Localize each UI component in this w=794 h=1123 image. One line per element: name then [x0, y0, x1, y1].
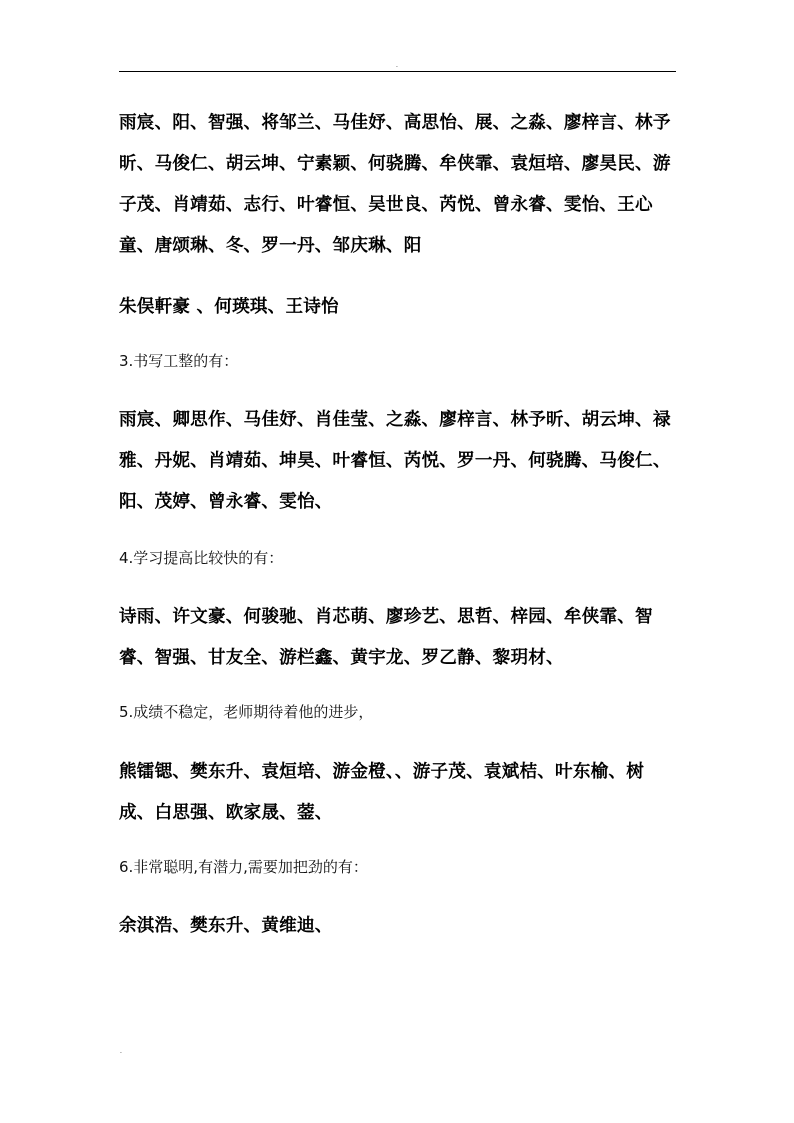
header-rule — [119, 71, 676, 72]
section-6-names: 余淇浩、樊东升、黄维迪、 — [119, 915, 333, 936]
footer-mark: . — [120, 1048, 122, 1055]
section-6-heading: 6.非常聪明,有潜力,需要加把劲的有： — [119, 858, 368, 876]
section-3-heading: 3.书写工整的有： — [119, 352, 239, 370]
section-5-names: 熊镭锶、樊东升、袁烜培、游金橙、、游子茂、袁斌桔、叶东榆、树成、白思强、欧家晟、蓥、 — [119, 761, 645, 823]
header-mark: . — [396, 62, 398, 69]
section-4-heading: 4.学习提高比较快的有： — [119, 549, 284, 567]
section-5-heading: 5.成绩不稳定，老师期待着他的进步， — [119, 703, 374, 721]
section-4-names: 诗雨、许文豪、何骏驰、肖芯萌、廖珍艺、思哲、梓园、牟侠霏、智睿、智强、甘友全、游栏鑫、黄宇龙、罗乙静、黎玥材、 — [119, 606, 653, 668]
name-list-praise: 雨宸、阳、智强、将邹兰、马佳妤、高思怡、展、之淼、廖梓言、林予昕、马俊仁、胡云坤、宁素颖、何骁腾、牟侠霏、袁烜培、廖昊民、游子茂、肖靖茹、志行、叶睿恒、吴世良、芮悦、曾永睿、雯怡、王心童、唐颂琳、冬、罗一丹、邹庆琳、阳 — [119, 112, 671, 256]
section-3-names: 雨宸、卿思作、马佳妤、肖佳莹、之淼、廖梓言、林予昕、胡云坤、禄雅、丹妮、肖靖茹、坤昊、叶睿恒、芮悦、罗一丹、何骁腾、马俊仁、阳、茂婷、曾永睿、雯怡、 — [119, 409, 671, 512]
document-body — [119, 102, 679, 946]
name-list-extra: 朱俣軒豪 、何瑛琪、王诗怡 — [119, 296, 339, 317]
